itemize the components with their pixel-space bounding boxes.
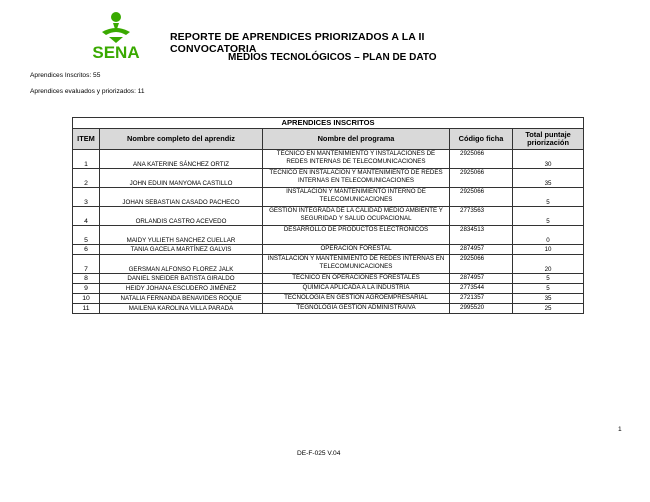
row-program: DESARROLLO DE PRODUCTOS ELECTRONICOS — [263, 226, 450, 245]
row-program: QUÍMICA APLICADA A LA INDUSTRIA — [263, 284, 450, 294]
row-name: MAILENA KAROLINA VILLA PARADA — [100, 304, 263, 314]
page-number: 1 — [618, 426, 622, 433]
table-row — [73, 284, 584, 294]
row-ficha: 2874957 — [450, 245, 513, 255]
row-total: 30 — [513, 150, 584, 169]
row-program: TECNICO EN INSTALACIÓN Y MANTENIMIENTO DE REDES INTERNAS EN TELECOMUNICACIONES — [263, 169, 450, 188]
table-row — [73, 150, 584, 169]
table-row — [73, 226, 584, 245]
row-program: TEGNOLOGIA GESTION ADMINISTRAIVA — [263, 304, 450, 314]
row-name: TANIA GACELA MARTÍNEZ GALVIS — [100, 245, 263, 255]
row-program: TECNOLOGIA EN GESTION AGROEMPRESARIAL — [263, 294, 450, 304]
row-total: 35 — [513, 294, 584, 304]
row-total: 5 — [513, 284, 584, 294]
row-name: JOHAN SEBASTIAN CASADO PACHECO — [100, 188, 263, 207]
row-name: JOHN EDUIN MANYOMA CASTILLO — [100, 169, 263, 188]
table-row — [73, 245, 584, 255]
row-ficha: 2925066 — [450, 169, 513, 188]
row-ficha: 2925066 — [450, 188, 513, 207]
row-total: 0 — [513, 226, 584, 245]
table-banner: APRENDICES INSCRITOS — [73, 118, 584, 129]
row-ficha: 2925066 — [450, 255, 513, 274]
col-header-item: ITEM — [73, 129, 100, 150]
row-total: 35 — [513, 169, 584, 188]
row-name: NATALIA FERNANDA BENAVIDES ROQUE — [100, 294, 263, 304]
col-header-ficha: Código ficha — [450, 129, 513, 150]
row-total: 5 — [513, 207, 584, 226]
row-item: 10 — [73, 294, 100, 304]
table-row — [73, 274, 584, 284]
table-row — [73, 207, 584, 226]
row-ficha: 2773563 — [450, 207, 513, 226]
table-row — [73, 188, 584, 207]
report-subtitle: MEDIOS TECNOLÓGICOS – PLAN DE DATO — [228, 52, 437, 63]
col-header-program: Nombre del programa — [263, 129, 450, 150]
table-row — [73, 255, 584, 274]
row-item: 9 — [73, 284, 100, 294]
row-program: GESTION INTEGRADA DE LA CALIDAD MEDIO AMBIENTE Y SEGURIDAD Y SALUD OCUPACIONAL — [263, 207, 450, 226]
row-ficha: 2834513 — [450, 226, 513, 245]
row-ficha: 2874957 — [450, 274, 513, 284]
table-row — [73, 304, 584, 314]
row-item: 1 — [73, 150, 100, 169]
row-ficha: 2773544 — [450, 284, 513, 294]
row-item: 8 — [73, 274, 100, 284]
row-total: 25 — [513, 304, 584, 314]
row-item: 4 — [73, 207, 100, 226]
row-item: 2 — [73, 169, 100, 188]
sena-logo-text: SENA — [92, 43, 140, 62]
sena-logo-graphic — [80, 10, 152, 68]
col-header-name: Nombre completo del aprendiz — [100, 129, 263, 150]
row-ficha: 2721357 — [450, 294, 513, 304]
row-name: GERSMAN ALFONSO FLOREZ JALK — [100, 255, 263, 274]
evaluados-count: Aprendices evaluados y priorizados: 11 — [30, 88, 145, 95]
row-total: 5 — [513, 188, 584, 207]
sena-logo — [80, 10, 152, 68]
row-total: 20 — [513, 255, 584, 274]
row-program: TÉCNICO EN MANTENIMIENTO Y INSTALACIONES DE REDES INTERNAS DE TELECOMUNICACIONES — [263, 150, 450, 169]
report-title: REPORTE DE APRENDICES PRIORIZADOS A LA II CONVOCATORIA — [170, 31, 425, 55]
row-total: 5 — [513, 274, 584, 284]
row-name: DANIEL SNEIDER BATISTA GIRALDO — [100, 274, 263, 284]
row-name: HEIDY JOHANA ESCUDERO JIMÉNEZ — [100, 284, 263, 294]
row-name: ANA KATERINE SÁNCHEZ ORTIZ — [100, 150, 263, 169]
row-total: 10 — [513, 245, 584, 255]
row-name: ORLANDIS CASTRO ACEVEDO — [100, 207, 263, 226]
row-item: 3 — [73, 188, 100, 207]
row-item: 11 — [73, 304, 100, 314]
inscritos-count: Aprendices Inscritos: 55 — [30, 72, 101, 79]
row-program: TÉCNICO EN OPERACIONES FORESTALES — [263, 274, 450, 284]
aprendices-table — [72, 117, 584, 314]
table-row — [73, 169, 584, 188]
document-code: DE-F-025 V.04 — [297, 450, 341, 457]
row-program: INSTALACIÓN Y MANTENIMIENTO INTERNO DE TELECOMUNICACIONES — [263, 188, 450, 207]
row-program: INSTALACIÓN Y MANTENIMIENTO DE REDES INTERNAS EN TELECOMUNICACIONES — [263, 255, 450, 274]
row-item: 7 — [73, 255, 100, 274]
row-program: OPERACION FORESTAL — [263, 245, 450, 255]
row-name: MAIDY YULIETH SANCHEZ CUELLAR — [100, 226, 263, 245]
row-item: 6 — [73, 245, 100, 255]
row-ficha: 2925066 — [450, 150, 513, 169]
table-row — [73, 294, 584, 304]
row-item: 5 — [73, 226, 100, 245]
col-header-total: Total puntaje priorización — [513, 129, 584, 150]
row-ficha: 2995520 — [450, 304, 513, 314]
